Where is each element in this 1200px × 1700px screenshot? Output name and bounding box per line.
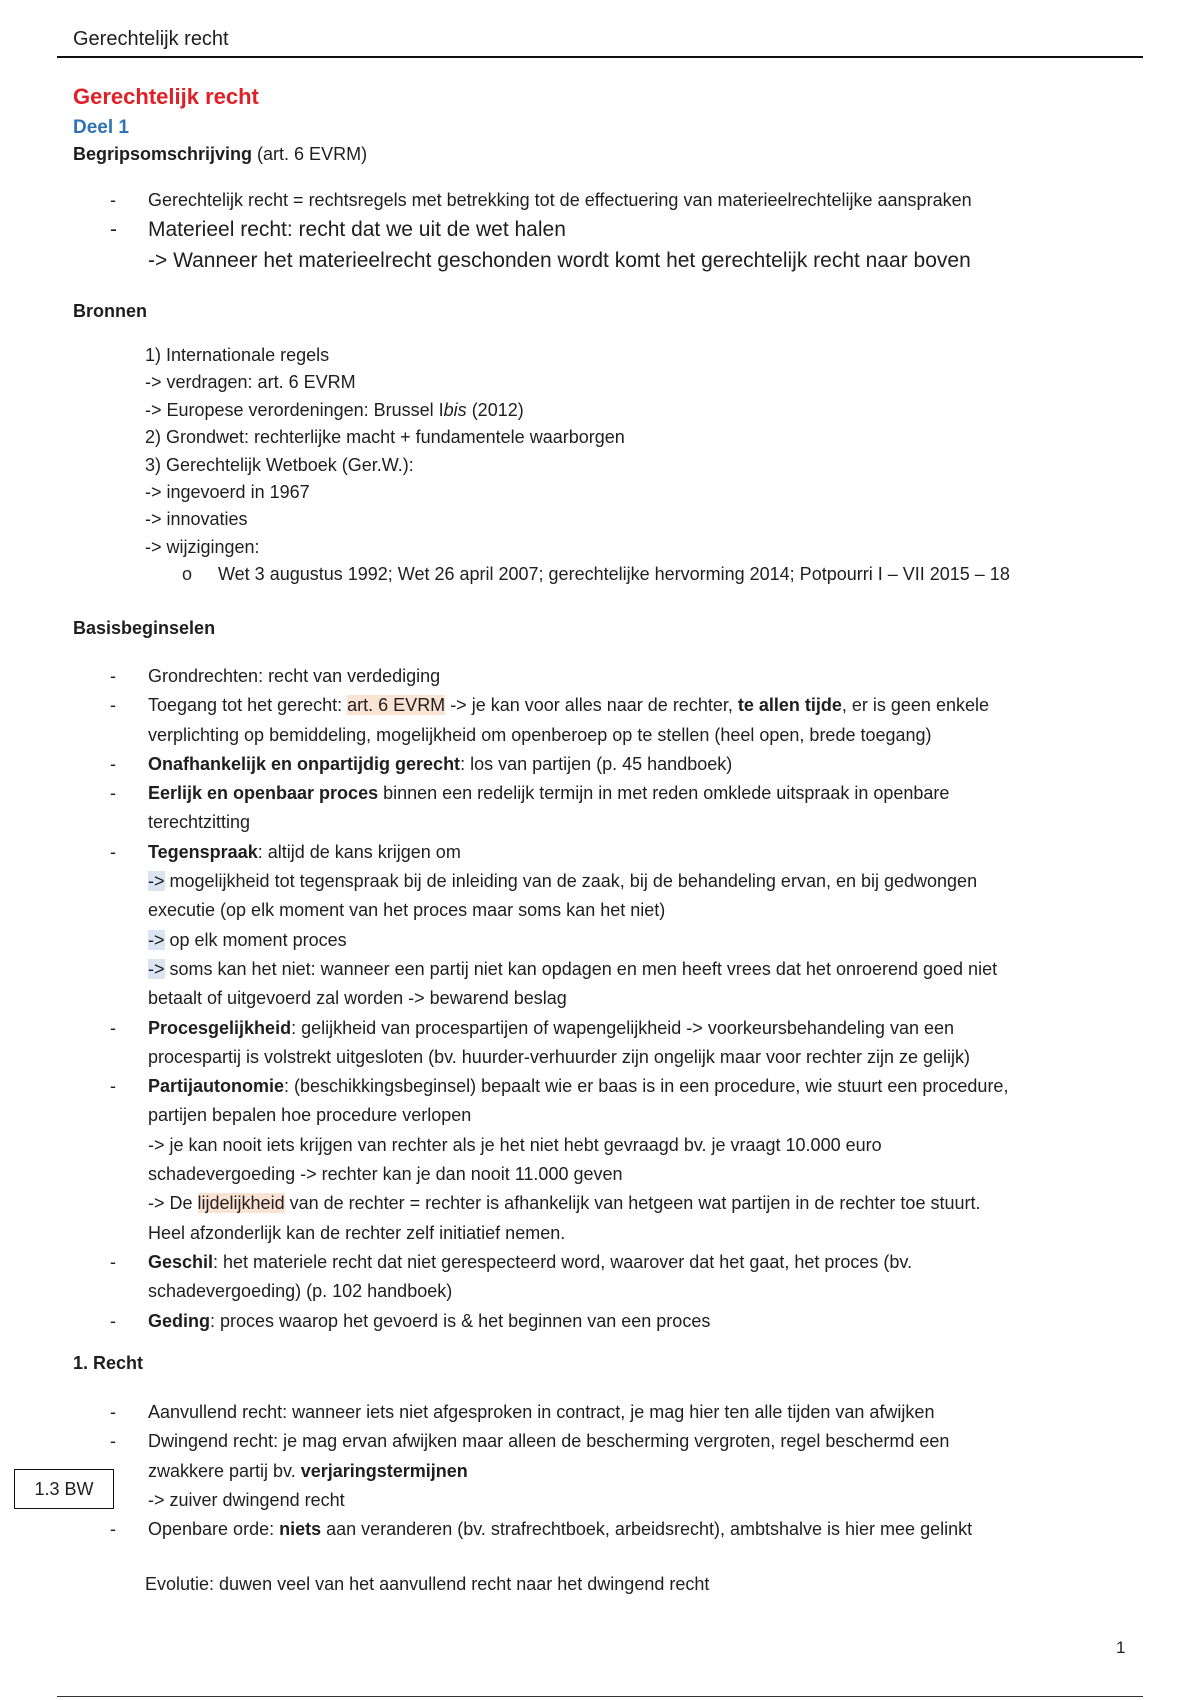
list-item: - Materieel recht: recht dat we uit de wet halen -> Wanneer het materieelrecht geschonden wordt komt het gerechtelijk recht naar boven [110, 218, 971, 272]
list-item: - Onafhankelijk en onpartijdig gerecht: los van partijen (p. 45 handboek) [110, 753, 733, 774]
evolutie-text: Evolutie: duwen veel van het aanvullend recht naar het dwingend recht [145, 1574, 710, 1594]
document-title: Gerechtelijk recht [73, 84, 259, 109]
basis-list [108, 662, 1130, 1336]
section-title: Deel 1 [73, 117, 129, 138]
list-item: - Geschil: het materiele recht dat niet gerespecteerd word, waarover dat het gaat, het proces (bv. schadevergoeding) (p. 102 handboek) [110, 1251, 913, 1302]
list-item: - Dwingend recht: je mag ervan afwijken maar alleen de bescherming vergroten, regel beschermd een zwakkere partij bv. verjaringstermijnen -> zuiver dwingend recht [110, 1431, 950, 1510]
sub-list-item: o Wet 3 augustus 1992; Wet 26 april 2007; gerechtelijke hervorming 2014; Potpourri I – VII 2015 – 18 [182, 564, 1010, 585]
bronnen-line-brussel: -> Europese verordeningen: Brussel Ibis (2012) [145, 399, 524, 420]
heading-bronnen: Bronnen [73, 301, 147, 321]
list-item: - Tegenspraak: altijd de kans krijgen om -> mogelijkheid tot tegenspraak bij de inleiding van de zaak, bij de behandeling ervan, en bij gedwongen executie (op elk moment van het proces maar soms kan het niet) -> op elk moment proces -> soms kan het niet: wanneer een partij niet kan opdagen en men heeft vrees dat het onroerend goed niet betaalt of uitgevoerd zal worden -> bewarend beslag [110, 841, 998, 1009]
page-header: Gerechtelijk recht [73, 28, 229, 50]
list-item: - Eerlijk en openbaar proces binnen een redelijk termijn in met reden omklede uitspraak in openbare terechtzitting [110, 783, 950, 833]
list-item: - Gerechtelijk recht = rechtsregels met betrekking tot de effectuering van materieelrechtelijke aanspraken [110, 190, 972, 210]
list-item: - Toegang tot het gerecht: art. 6 EVRM -> je kan voor alles naar de rechter, te allen tijde, er is geen enkele verplichting op bemiddeling, mogelijkheid om openberoep op te stellen (heel open, brede toegang) [110, 695, 989, 745]
heading-begripsomschrijving: Begripsomschrijving (art. 6 EVRM) [73, 144, 368, 164]
begrip-list [108, 190, 1130, 220]
begrip-list-2 [108, 218, 1130, 280]
page-number: 1 [1116, 1638, 1126, 1657]
recht-list [108, 1398, 1130, 1544]
bronnen-list: 1) Internationale regels -> verdragen: art. 6 EVRM -> Europese verordeningen: Brussel Ibis (2012) 2) Grondwet: rechterlijke macht + fundamentele waarborgen 3) Gerechtelijk Wetboek (Ger.W.): -> ingevoerd in 1967 -> innovaties -> wijzigingen: o Wet 3 augustus 1992; Wet 26 april 2007; gerechtelijke hervorming 2014; Potpourri I – VII 2015 – 18 [145, 342, 1010, 589]
list-item: - Partijautonomie: (beschikkingsbeginsel) bepaalt wie er baas is in een procedure, wie stuurt een procedure, partijen bepalen hoe procedure verlopen -> je kan nooit iets krijgen van rechter als je het niet hebt gevraagd bv. je vraagt 10.000 euro schadevergoeding -> rechter kan je dan nooit 11.000 geven -> De lijdelijkheid van de rechter = rechter is afhankelijk van hetgeen wat partijen in de rechter toe stuurt. Heel afzonderlijk kan de rechter zelf initiatief nemen. [110, 1076, 1009, 1243]
list-item: - Geding: proces waarop het gevoerd is & het beginnen van een proces [110, 1310, 711, 1331]
list-item: - Openbare orde: niets aan veranderen (bv. strafrechtboek, arbeidsrecht), ambtshalve is hier mee gelinkt [110, 1519, 973, 1540]
header-rule [57, 56, 1143, 58]
footer-rule [57, 1696, 1143, 1697]
heading-recht: 1. Recht [73, 1353, 144, 1373]
list-item: - Aanvullend recht: wanneer iets niet afgesproken in contract, je mag hier ten alle tijden van afwijken [110, 1402, 935, 1422]
list-item: - Procesgelijkheid: gelijkheid van procespartijen of wapengelijkheid -> voorkeursbehandeling van een procespartij is volstrekt uitgesloten (bv. huurder-verhuurder zijn ongelijk maar voor rechter zijn ze gelijk) [110, 1017, 971, 1067]
list-item: - Grondrechten: recht van verdediging [110, 666, 441, 686]
margin-note-box: 1.3 BW [14, 1469, 114, 1509]
heading-basisbeginselen: Basisbeginselen [73, 618, 216, 638]
